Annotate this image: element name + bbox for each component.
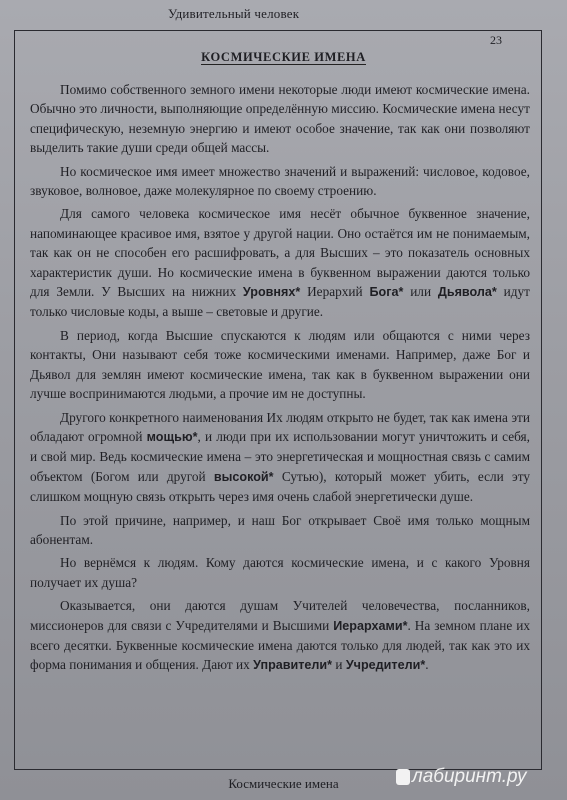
text-run: идут только числовые коды, а выше – световые и другие. [30, 284, 530, 320]
bold-term: Управители* [253, 658, 333, 673]
text-run: . На земном плане их всего десятки. Буквенные космические имена даются только для людей, так как это их форма понимания и общения. Дают их [30, 617, 530, 673]
running-header: Удивительный человек [168, 6, 300, 21]
text-run: Другого конкретного наименования Их людям открыто не будет, так как имена эти обладают огромной [30, 409, 530, 444]
text-run: По этой причине, например, и наш Бог открывает Своё имя только мощным абонентам. [30, 512, 530, 547]
paragraph [30, 204, 530, 321]
text-run: В период, когда Высшие спускаются к людям или общаются с ними через контакты, Они называют себя тоже космическими именами. Например, даже Бог и Дьявол для землян имеют космические имена, так как в буквенном выражении они лучше воспринимаются людьми, а прочие им не доступны. [30, 327, 530, 402]
paragraph [30, 511, 530, 550]
text-run: Сутью), который может убить, если эту слишком мощную связь открыть через имя очень слабой энергетически душе. [30, 468, 530, 505]
paragraph [30, 408, 530, 507]
text-run: Иерархий [300, 284, 370, 300]
running-footer: Космические имена [228, 776, 339, 791]
body-text [30, 80, 530, 680]
paragraph [30, 553, 530, 592]
bold-term: Уровнях* [242, 285, 301, 300]
watermark: лабиринт.ру [412, 766, 527, 787]
text-run: Но вернёмся к людям. Кому даются космические имена, и с какого Уровня получает их душа? [30, 555, 530, 590]
paragraph [30, 596, 530, 676]
section-title [0, 50, 567, 65]
page-number: 23 [490, 33, 502, 47]
text-run: . [425, 657, 429, 673]
bold-term: высокой* [213, 469, 274, 484]
paragraph [30, 162, 530, 201]
text-run: Но космическое имя имеет множество значений и выражений: числовое, кодовое, звуковое, волновое, даже молекулярное по своему строению. [30, 163, 530, 199]
text-run: и [332, 657, 346, 673]
text-run: , и люди при их использовании могут уничтожить и себя, и свой мир. Ведь космические имена – это энергетическая и мощностная связь с самим объектом (Богом или другой [30, 428, 530, 484]
paragraph [30, 80, 530, 158]
bold-term: Дьявола* [437, 285, 497, 300]
section-title-text: КОСМИЧЕСКИЕ ИМЕНА [201, 50, 366, 64]
text-run: Для самого человека космическое имя несёт обычное буквенное значение, напоминающее красивое имя, взятое у другой нации. Оно остаётся им не понимаемым, так как он не способен его расшифровать, а для Высших – это показатель основных характеристик души. Но космические имена в буквенном выражении даются только для Земли. У Высших на нижних [30, 206, 530, 300]
bold-term: Бога* [369, 285, 404, 300]
text-run: Помимо собственного земного имени некоторые люди имеют космические имена. Обычно это личности, выполняющие определённую миссию. Космические имена несут специфическую, неземную энергию и имеют особое значение, так как они позволяют выделить такие души среди общей массы. [30, 82, 530, 156]
paragraph [30, 326, 530, 404]
bold-term: Учредители* [345, 658, 426, 673]
bold-term: Иерархами* [333, 618, 408, 633]
text-run: или [403, 284, 438, 300]
labirint-logo-icon [396, 769, 410, 785]
bold-term: мощью* [146, 429, 198, 444]
text-run: Оказывается, они даются душам Учителей человечества, посланников, миссионеров для связи с Учредителями и Высшими [30, 598, 530, 633]
